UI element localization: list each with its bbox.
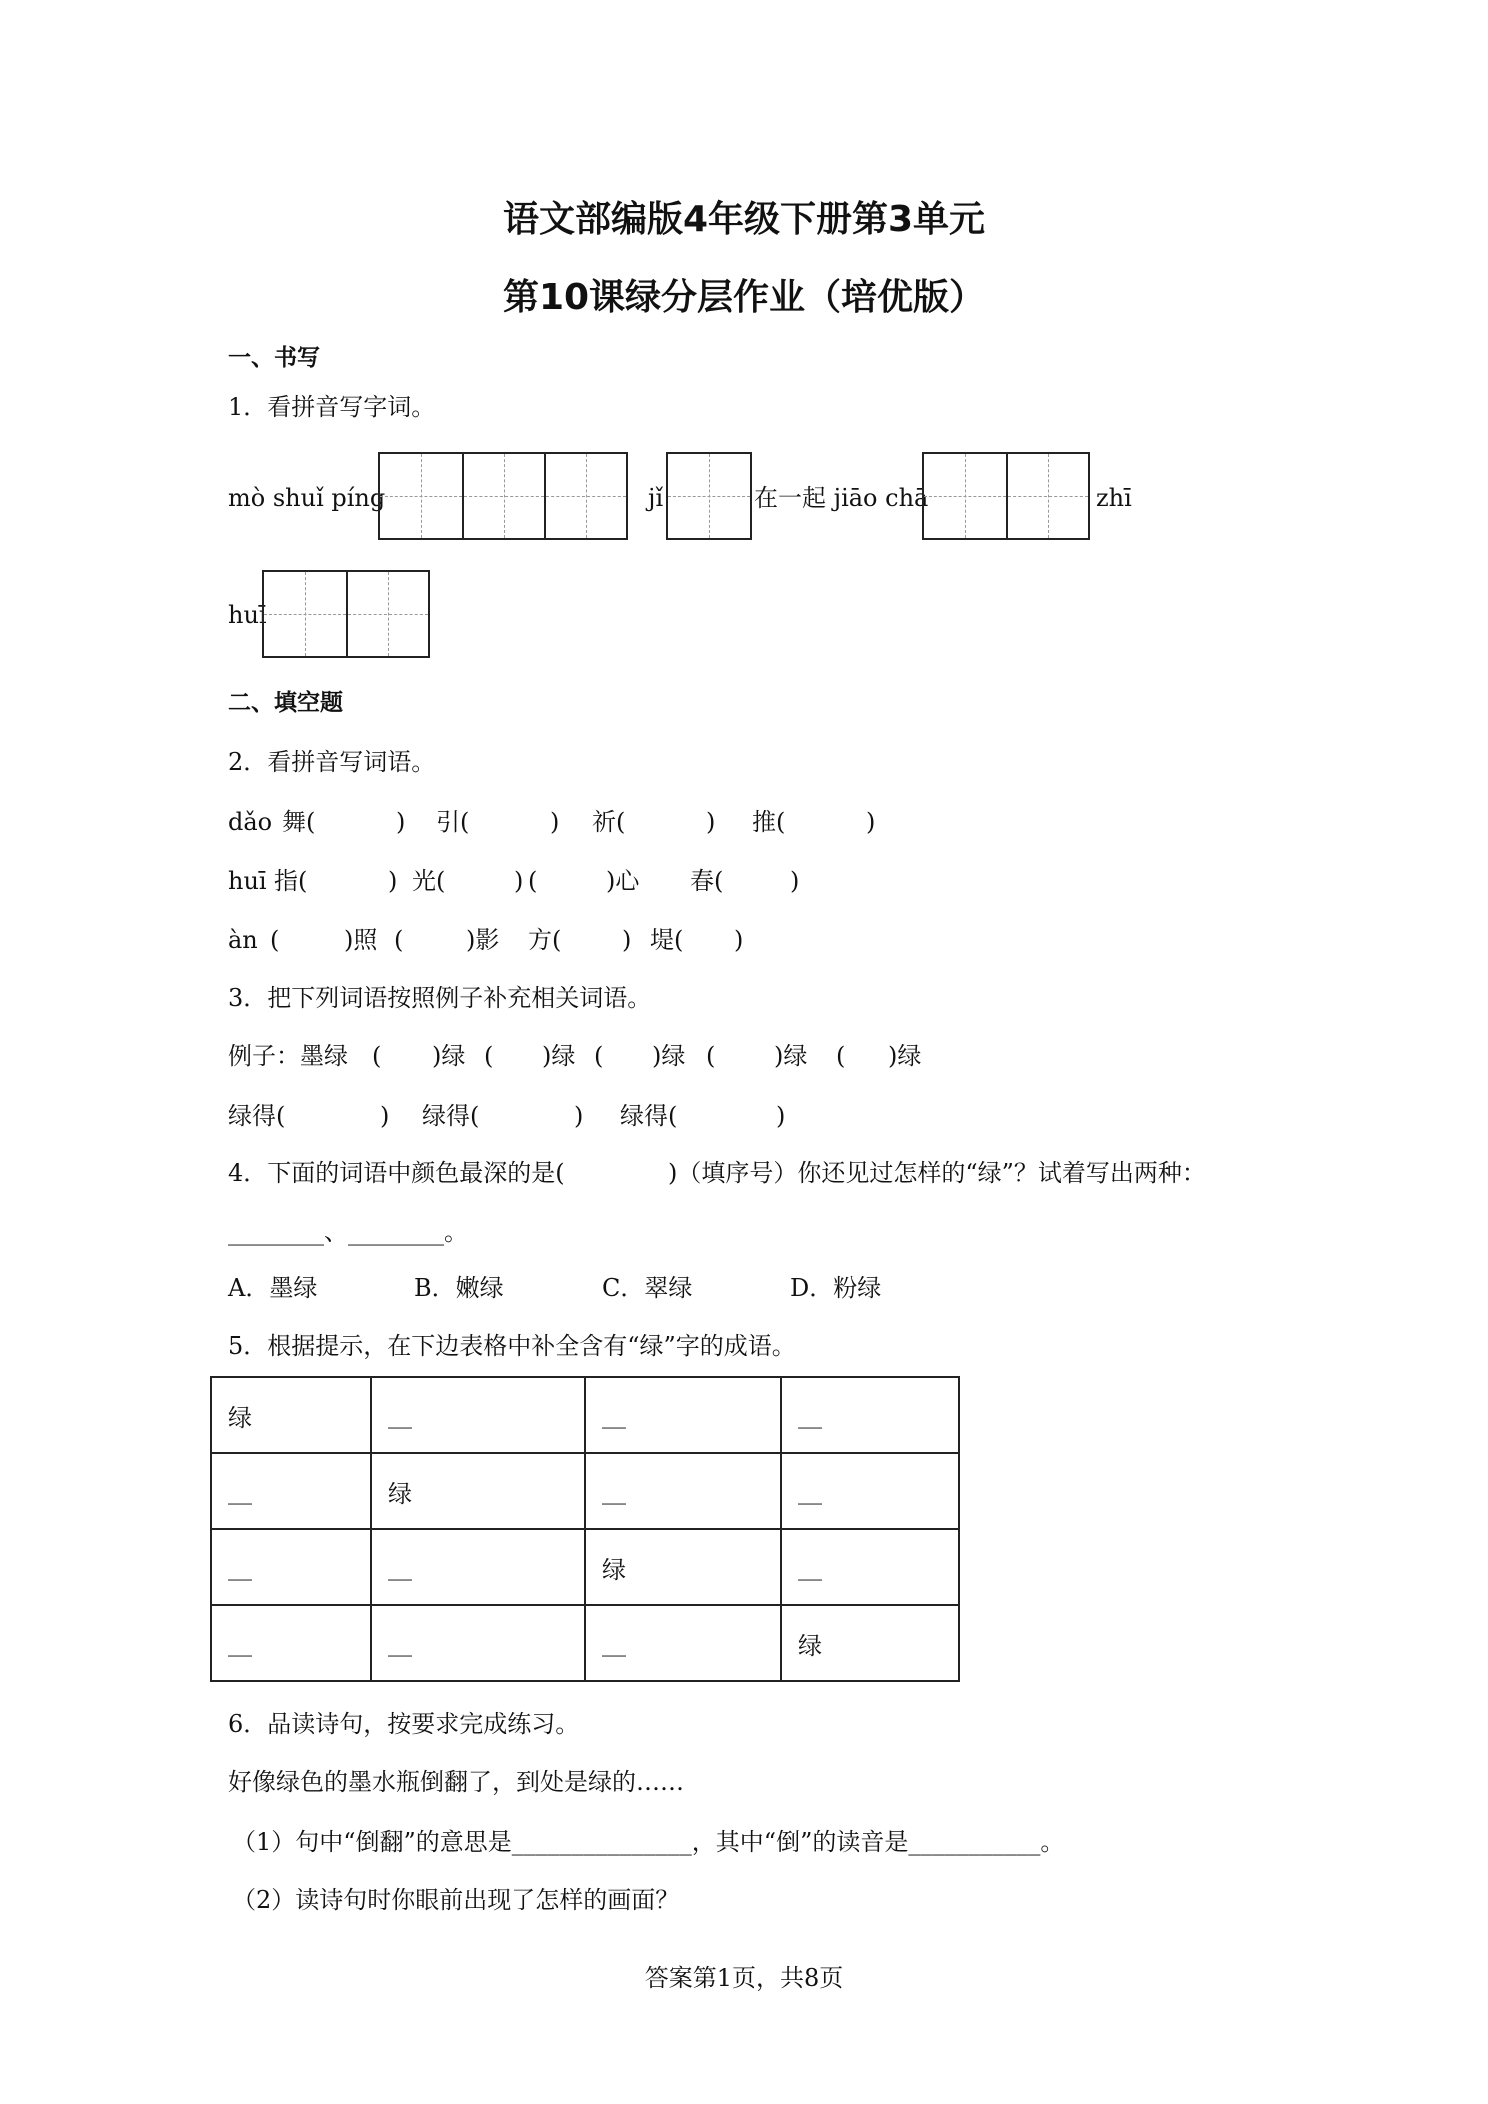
q3-blank-open[interactable]: ( <box>836 1042 846 1070</box>
q6-poem-line: 好像绿色的墨水瓶倒翻了，到处是绿的…… <box>228 1768 684 1796</box>
table-cell[interactable]: __ <box>211 1453 371 1529</box>
q2-word: 推( <box>752 808 786 836</box>
q2-blank-end[interactable]: ) <box>866 808 876 836</box>
q2-blank-end[interactable]: ) <box>550 808 560 836</box>
pinyin-hui: huī <box>228 601 267 629</box>
q3-blank-end[interactable]: ) <box>776 1102 786 1130</box>
question-3-prompt: 3．把下列词语按照例子补充相关词语。 <box>228 984 652 1012</box>
section-heading-fill: 二、填空题 <box>228 690 343 716</box>
table-cell: 绿 <box>781 1605 959 1681</box>
page-subtitle: 第10课绿分层作业（培优版） <box>502 277 986 318</box>
table-cell[interactable]: __ <box>781 1377 959 1453</box>
writing-grid-2b[interactable] <box>262 570 430 658</box>
table-cell[interactable]: __ <box>585 1605 781 1681</box>
q3-word: )绿 <box>652 1042 686 1070</box>
q2-word: 引( <box>436 808 470 836</box>
q3-example-label: 例子：墨绿 <box>228 1042 348 1070</box>
q3-blank-open[interactable]: ( <box>372 1042 382 1070</box>
writing-cell[interactable] <box>1006 454 1088 538</box>
writing-cell[interactable] <box>264 572 346 656</box>
q4-answer-blanks[interactable]: ________、________。 <box>228 1218 468 1246</box>
q2-blank-end[interactable]: ) <box>622 926 632 954</box>
q4-option-d: D．粉绿 <box>790 1274 882 1302</box>
question-4-prompt-end: )（填序号）你还见过怎样的“绿”？试着写出两种： <box>668 1159 1206 1187</box>
writing-cell[interactable] <box>346 572 428 656</box>
question-6-prompt: 6．品读诗句，按要求完成练习。 <box>228 1710 580 1738</box>
q2-word: ( <box>270 926 280 954</box>
q3-word: 绿得( <box>620 1102 678 1130</box>
q3-blank-open[interactable]: ( <box>484 1042 494 1070</box>
q2-word: 指( <box>274 867 308 895</box>
writing-grid-1[interactable] <box>666 452 752 540</box>
q2-blank-end[interactable]: ) <box>514 867 524 895</box>
table-row <box>211 1453 959 1529</box>
q2-word: ( <box>528 867 538 895</box>
q6-sub-question-2: （2）读诗句时你眼前出现了怎样的画面？ <box>232 1886 680 1914</box>
table-cell[interactable]: __ <box>371 1529 585 1605</box>
q2-word: 光( <box>412 867 446 895</box>
writing-cell[interactable] <box>462 454 544 538</box>
q2-blank-end[interactable]: )心 <box>606 867 640 895</box>
table-cell[interactable]: __ <box>371 1605 585 1681</box>
writing-cell[interactable] <box>924 454 1006 538</box>
q3-blank-open[interactable]: ( <box>594 1042 604 1070</box>
q2-word: 堤( <box>650 926 684 954</box>
page-footer: 答案第1页，共8页 <box>644 1964 844 1992</box>
q2-blank-end[interactable]: ) <box>734 926 744 954</box>
q4-option-a: A．墨绿 <box>228 1274 318 1302</box>
q4-option-b: B．嫩绿 <box>414 1274 504 1302</box>
table-cell[interactable]: __ <box>371 1377 585 1453</box>
table-cell[interactable]: __ <box>211 1605 371 1681</box>
q3-word: )绿 <box>774 1042 808 1070</box>
question-4-prompt: 4．下面的词语中颜色最深的是( <box>228 1159 565 1187</box>
question-1-prompt: 1．看拼音写字词。 <box>228 393 436 421</box>
pinyin-ji: jǐ <box>648 484 664 512</box>
q2-blank-end[interactable]: )照 <box>344 926 378 954</box>
question-5-prompt: 5．根据提示，在下边表格中补全含有“绿”字的成语。 <box>228 1332 796 1360</box>
writing-cell[interactable] <box>380 454 462 538</box>
table-cell[interactable]: __ <box>211 1529 371 1605</box>
q3-word: 绿得( <box>228 1102 286 1130</box>
pinyin-moshuiping: mò shuǐ píng <box>228 484 386 512</box>
writing-cell[interactable] <box>544 454 626 538</box>
page-title: 语文部编版4年级下册第3单元 <box>502 199 986 240</box>
q2-pinyin: dǎo <box>228 808 273 836</box>
q6-sub-question-1[interactable]: （1）句中“倒翻”的意思是_______________，其中“倒”的读音是___________。 <box>232 1828 1065 1856</box>
q2-word: 祈( <box>592 808 626 836</box>
section-heading-writing: 一、书写 <box>228 345 320 371</box>
q3-blank-end[interactable]: ) <box>380 1102 390 1130</box>
table-cell[interactable]: __ <box>781 1529 959 1605</box>
table-cell: 绿 <box>371 1453 585 1529</box>
table-cell[interactable]: __ <box>585 1377 781 1453</box>
question-2-prompt: 2．看拼音写词语。 <box>228 748 436 776</box>
q2-blank-end[interactable]: )影 <box>466 926 500 954</box>
q3-blank-end[interactable]: ) <box>574 1102 584 1130</box>
q2-word: 方( <box>528 926 562 954</box>
q2-blank-end[interactable]: ) <box>396 808 406 836</box>
table-cell[interactable]: __ <box>781 1453 959 1529</box>
table-cell[interactable]: __ <box>585 1453 781 1529</box>
q3-word: 绿得( <box>422 1102 480 1130</box>
table-cell: 绿 <box>585 1529 781 1605</box>
q2-word: ( <box>394 926 404 954</box>
q2-word: 春( <box>690 867 724 895</box>
q2-blank-end[interactable]: ) <box>388 867 398 895</box>
q2-pinyin: àn <box>228 926 258 954</box>
q3-word: )绿 <box>542 1042 576 1070</box>
table-row <box>211 1377 959 1453</box>
writing-grid-3[interactable] <box>378 452 628 540</box>
q3-word: )绿 <box>432 1042 466 1070</box>
q3-blank-open[interactable]: ( <box>706 1042 716 1070</box>
table-row <box>211 1605 959 1681</box>
q2-blank-end[interactable]: ) <box>706 808 716 836</box>
pinyin-jiaocha: 在一起 jiāo chā <box>754 484 929 512</box>
writing-grid-2a[interactable] <box>922 452 1090 540</box>
table-row <box>211 1529 959 1605</box>
q2-pinyin: huī <box>228 867 267 895</box>
q4-option-c: C．翠绿 <box>602 1274 693 1302</box>
q2-blank-end[interactable]: ) <box>790 867 800 895</box>
writing-cell[interactable] <box>668 454 750 538</box>
pinyin-zhi: zhī <box>1096 484 1132 512</box>
idiom-table <box>210 1376 960 1682</box>
table-cell: 绿 <box>211 1377 371 1453</box>
q3-word: )绿 <box>888 1042 922 1070</box>
q2-word: 舞( <box>282 808 316 836</box>
